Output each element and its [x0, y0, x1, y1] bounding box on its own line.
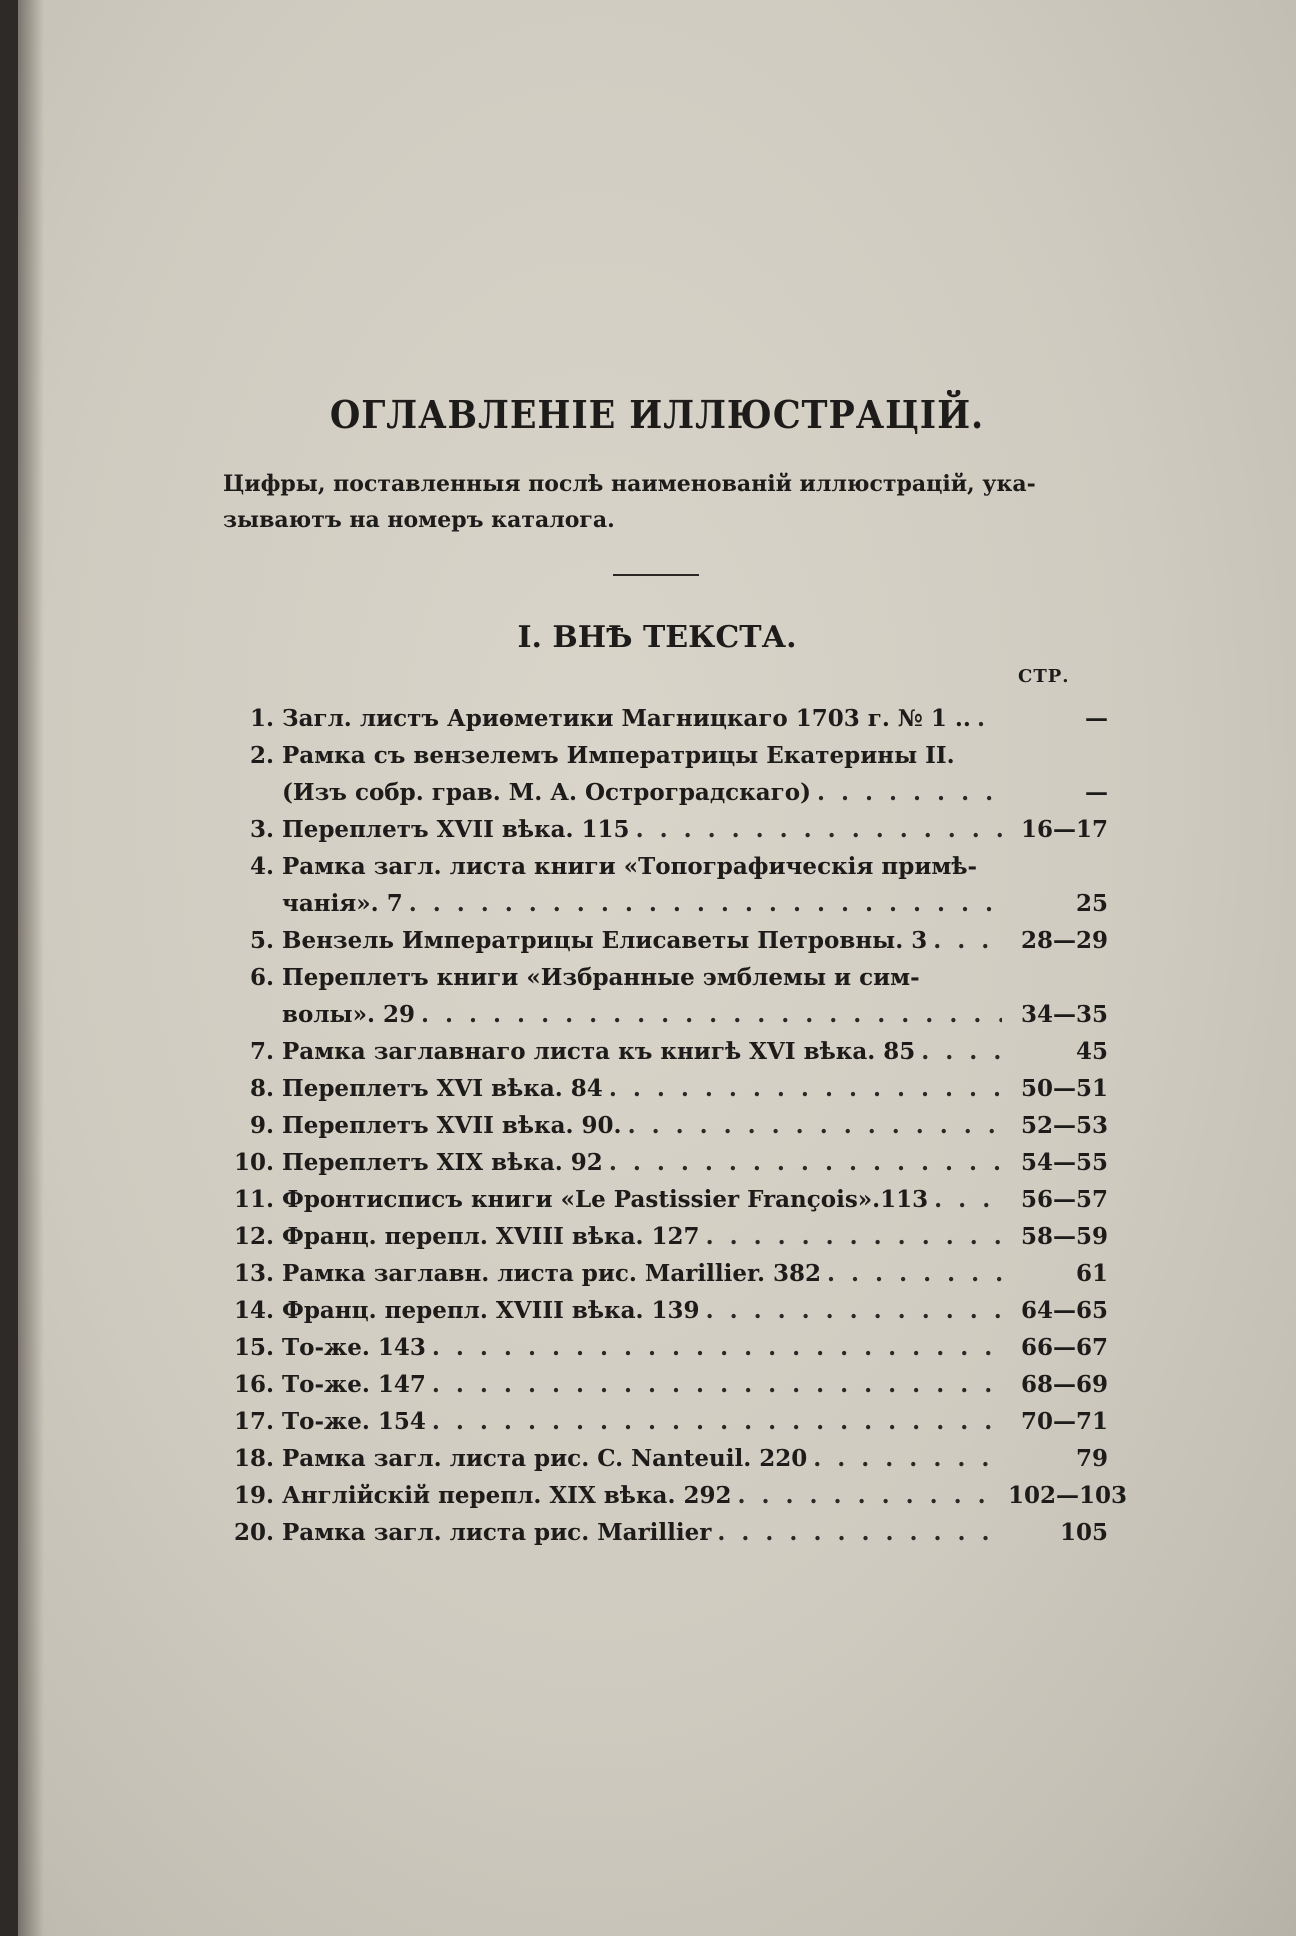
list-item-line	[228, 737, 1108, 774]
item-page: 56—57	[1020, 1186, 1108, 1213]
item-title: Загл. листъ Ариѳметики Магницкаго 1703 г. № 1 ..	[282, 705, 971, 732]
item-number: 19.	[233, 1482, 274, 1509]
list-item-line	[228, 1366, 1108, 1403]
item-page: 50—51	[1020, 1075, 1108, 1102]
dot-leader	[933, 922, 1002, 959]
item-title: Переплетъ XVI вѣка. 84	[282, 1075, 603, 1102]
item-page: 25	[1075, 890, 1108, 917]
item-title: чанія». 7	[282, 890, 403, 917]
dot-leader	[827, 1255, 1002, 1292]
list-item	[228, 959, 1108, 1033]
list-item-line	[228, 922, 1108, 959]
item-number: 3.	[249, 816, 274, 843]
item-title: Переплетъ XVII вѣка. 90.	[282, 1112, 622, 1139]
item-page: 66—67	[1020, 1334, 1108, 1361]
list-item	[228, 1181, 1108, 1218]
dot-leader	[977, 700, 1002, 737]
dot-leader	[409, 885, 1002, 922]
dot-leader	[628, 1107, 1002, 1144]
item-title: Рамка загл. листа книги «Топографическія примѣ-	[282, 853, 978, 880]
item-title: волы». 29	[282, 1001, 415, 1028]
dot-leader	[921, 1033, 1002, 1070]
item-page: 79	[1075, 1445, 1108, 1472]
list-item	[228, 1366, 1108, 1403]
list-item-line	[228, 996, 1108, 1033]
page-column-label: СТР.	[1018, 666, 1070, 687]
item-title: (Изъ собр. грав. М. А. Остроградскаго)	[282, 779, 811, 806]
item-number: 7.	[249, 1038, 274, 1065]
item-title: Рамка заглавн. листа рис. Marillier. 382	[282, 1260, 822, 1287]
subtitle-line-1: Цифры, поставленныя послѣ наименованій иллюстрацій, ука-	[223, 471, 1036, 497]
item-number: 1.	[249, 705, 274, 732]
dot-leader	[706, 1292, 1002, 1329]
book-page	[18, 0, 1296, 1936]
list-item	[228, 1255, 1108, 1292]
item-page: 52—53	[1020, 1112, 1108, 1139]
item-title: Переплетъ XIX вѣка. 92	[282, 1149, 603, 1176]
list-item-line	[228, 1218, 1108, 1255]
list-item	[228, 1033, 1108, 1070]
item-number: 15.	[233, 1334, 274, 1361]
item-number: 17.	[233, 1408, 274, 1435]
list-item-line	[228, 774, 1108, 811]
item-page: 58—59	[1020, 1223, 1108, 1250]
item-title: Рамка загл. листа рис. C. Nanteuil. 220	[282, 1445, 808, 1472]
item-title: Вензель Императрицы Елисаветы Петровны. 3	[282, 927, 928, 954]
list-item	[228, 1218, 1108, 1255]
item-number: 9.	[249, 1112, 274, 1139]
item-page: 28—29	[1020, 927, 1108, 954]
item-number: 4.	[249, 853, 274, 880]
list-item	[228, 1403, 1108, 1440]
list-item-line	[228, 1403, 1108, 1440]
divider-rule	[613, 574, 699, 576]
item-title: Франц. перепл. XVIII вѣка. 127	[282, 1223, 700, 1250]
item-title: То-же. 154	[282, 1408, 426, 1435]
item-number: 2.	[249, 742, 274, 769]
list-item-line	[228, 1144, 1108, 1181]
list-item	[228, 1329, 1108, 1366]
item-number: 11.	[233, 1186, 274, 1213]
item-number: 16.	[233, 1371, 274, 1398]
item-page: 16—17	[1020, 816, 1108, 843]
list-item-line	[228, 1514, 1108, 1551]
list-item	[228, 737, 1108, 811]
list-item	[228, 1070, 1108, 1107]
list-item	[228, 1144, 1108, 1181]
list-item	[228, 848, 1108, 922]
list-item	[228, 1477, 1128, 1514]
item-title: То-же. 147	[282, 1371, 426, 1398]
dot-leader	[813, 1440, 1002, 1477]
dot-leader	[609, 1144, 1002, 1181]
item-title: Переплетъ книги «Избранные эмблемы и сим-	[282, 964, 920, 991]
item-page: 61	[1075, 1260, 1108, 1287]
item-page: 70—71	[1020, 1408, 1108, 1435]
subtitle-line-2: зываютъ на номеръ каталога.	[223, 507, 615, 533]
item-title: Франц. перепл. XVIII вѣка. 139	[282, 1297, 700, 1324]
dot-leader	[934, 1181, 1002, 1218]
item-page: 68—69	[1020, 1371, 1108, 1398]
list-item-line	[228, 1181, 1108, 1218]
dot-leader	[421, 996, 1002, 1033]
dot-leader	[717, 1514, 1002, 1551]
item-page: 105	[1059, 1519, 1108, 1546]
list-item-line	[228, 1255, 1108, 1292]
list-item-line	[228, 700, 1108, 737]
dot-leader	[609, 1070, 1002, 1107]
list-item-line	[228, 1329, 1108, 1366]
dot-leader	[636, 811, 1002, 848]
list-item-line	[228, 885, 1108, 922]
page-title: ОГЛАВЛЕНІЕ ИЛЛЮСТРАЦІЙ.	[329, 392, 985, 437]
dot-leader	[432, 1403, 1002, 1440]
list-item-line	[228, 1477, 1128, 1514]
list-item	[228, 1292, 1108, 1329]
item-number: 14.	[233, 1297, 274, 1324]
dot-leader	[738, 1477, 1003, 1514]
item-number: 10.	[233, 1149, 274, 1176]
item-page: —	[1085, 779, 1108, 806]
item-number: 12.	[233, 1223, 274, 1250]
dot-leader	[706, 1218, 1002, 1255]
item-number: 13.	[233, 1260, 274, 1287]
list-item-line	[228, 1070, 1108, 1107]
item-number: 20.	[233, 1519, 274, 1546]
item-number: 5.	[249, 927, 274, 954]
list-item-line	[228, 1033, 1108, 1070]
item-number: 8.	[249, 1075, 274, 1102]
list-item	[228, 1107, 1108, 1144]
item-title: Переплетъ XVII вѣка. 115	[282, 816, 630, 843]
item-title: Англійскій перепл. XIX вѣка. 292	[282, 1482, 732, 1509]
item-title: Рамка заглавнаго листа къ книгѣ XVI вѣка. 85	[282, 1038, 916, 1065]
item-page: 34—35	[1020, 1001, 1108, 1028]
section-title: I. ВНѢ ТЕКСТА.	[517, 620, 797, 655]
list-item-line	[228, 1107, 1108, 1144]
item-title: Рамка загл. листа рис. Marillier	[282, 1519, 712, 1546]
item-title: То-же. 143	[282, 1334, 426, 1361]
item-page: 102—103	[1008, 1482, 1128, 1509]
item-number: 18.	[233, 1445, 274, 1472]
item-number: 6.	[249, 964, 274, 991]
item-title: Рамка съ вензелемъ Императрицы Екатерины II.	[282, 742, 955, 769]
list-item-line	[228, 959, 1108, 996]
list-item-line	[228, 848, 1108, 885]
item-title: Фронтисписъ книги «Le Pastissier François».113	[282, 1186, 929, 1213]
list-item	[228, 700, 1108, 737]
list-item	[228, 922, 1108, 959]
illustration-list	[228, 700, 1128, 1551]
spine-shadow	[18, 0, 44, 1936]
list-item	[228, 1514, 1108, 1551]
dot-leader	[817, 774, 1002, 811]
item-page: 64—65	[1020, 1297, 1108, 1324]
list-item	[228, 1440, 1108, 1477]
subtitle-note	[223, 466, 1123, 538]
list-item-line	[228, 1440, 1108, 1477]
item-page: 45	[1075, 1038, 1108, 1065]
list-item	[228, 811, 1108, 848]
dot-leader	[432, 1329, 1002, 1366]
list-item-line	[228, 811, 1108, 848]
item-page: —	[1085, 705, 1108, 732]
list-item-line	[228, 1292, 1108, 1329]
item-page: 54—55	[1020, 1149, 1108, 1176]
dot-leader	[432, 1366, 1002, 1403]
